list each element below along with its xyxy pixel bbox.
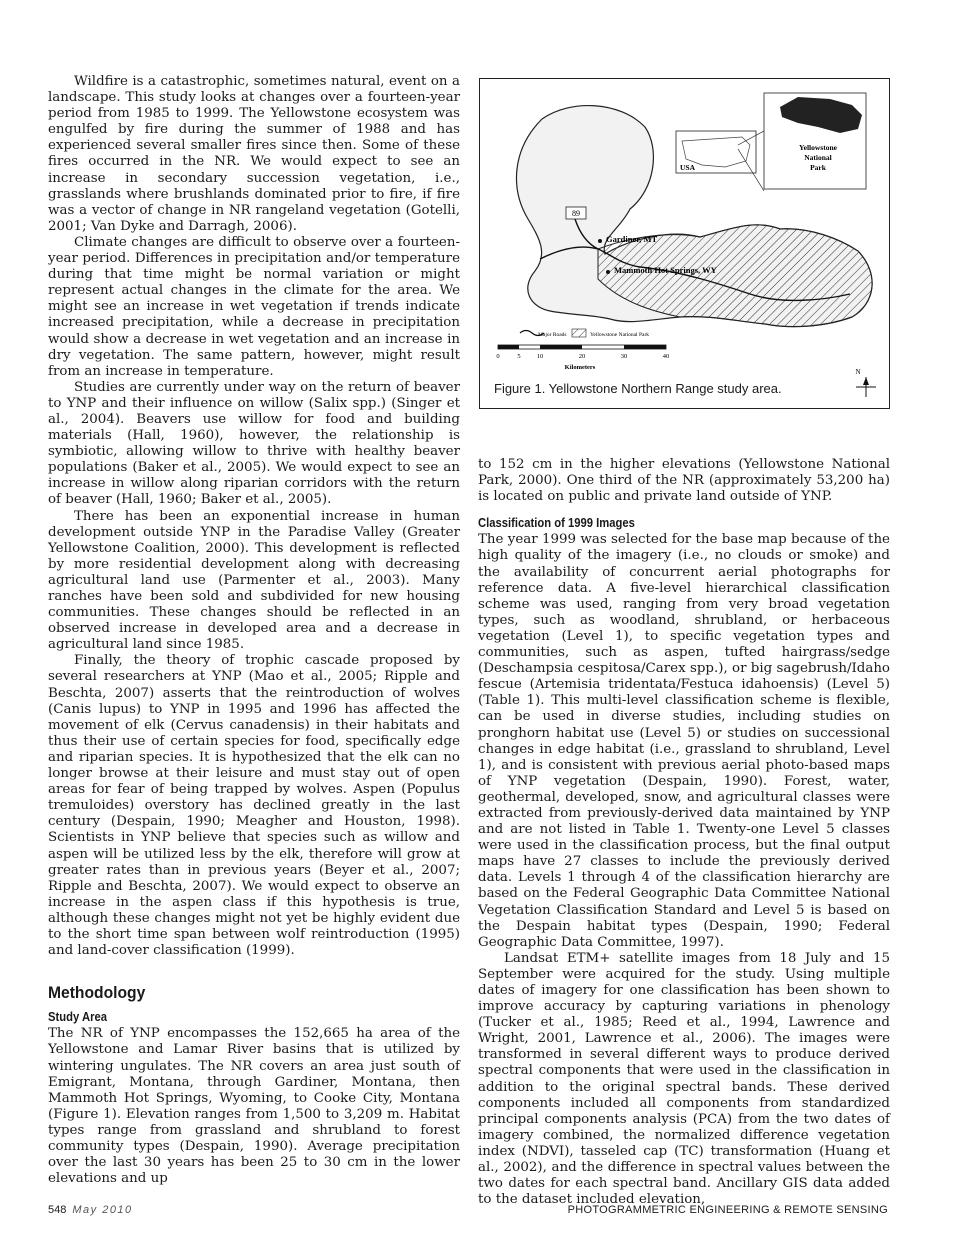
highway-89-label: 89 xyxy=(572,209,580,218)
figure-caption: Figure 1. Yellowstone Northern Range study area. xyxy=(494,381,782,396)
scale-tick-5: 5 xyxy=(517,353,521,360)
study-area-paragraph: The NR of YNP encompasses the 152,665 ha area of the Yellowstone and Lamar River basins that is utilized by wintering ungulates. The NR covers an area just south of Emigrant, Montana, through Gardiner, Montana, then Mammoth Hot Springs, Wyoming, to Cooke City, Montana (Figure 1). Elevation ranges from 1,500 to 3,209 m. Habitat types range from grassland and shrubland to forest community types (Despain, 1990). Average precipitation over the last 30 years has been 25 to 30 cm in the lower elevations and up xyxy=(48,1026,460,1187)
issue-date: May 2010 xyxy=(72,1204,133,1216)
study-area-heading: Study Area xyxy=(48,1010,107,1025)
classification-paragraph-2: Landsat ETM+ satellite images from 18 July and 15 September were acquired for the study. Using multiple dates of imagery for one classification has been shown to improve accuracy by capturing variations in phenology (Tucker et al., 1985; Reed et al., 1994, Lawrence and Wright, 2001, Lawrence et al., 2006). The images were transformed in several different ways to produce derived spectral components that were used in the classification in addition to the original spectral bands. These derived components included all components from standardized principal components analysis (PCA) from the two dates of imagery combined, the normalized difference vegetation index (NDVI), tasseled cap (TC) transformation (Huang et al., 2002), and the difference in spectral values between the two dates for each spectral band. Ancillary GIS data added to the dataset included elevation, xyxy=(478,950,890,1208)
left-column xyxy=(48,74,460,1187)
park-label-1: Yellowstone xyxy=(799,143,837,152)
scale-tick-10: 10 xyxy=(536,353,544,360)
scale-bar xyxy=(498,345,666,349)
legend-park-swatch xyxy=(572,329,586,337)
scale-tick-40: 40 xyxy=(662,353,670,360)
study-area-map xyxy=(480,79,889,408)
scale-tick-0: 0 xyxy=(496,353,500,360)
scale-tick-30: 30 xyxy=(620,353,628,360)
journal-name: PHOTOGRAMMETRIC ENGINEERING & REMOTE SENSING xyxy=(567,1204,888,1216)
usa-label: USA xyxy=(680,163,696,172)
figure-1 xyxy=(479,78,890,409)
intro-paragraph-5: Finally, the theory of trophic cascade proposed by several researchers at YNP (Mao et al., 2005; Ripple and Beschta, 2007) asserts that the reintroduction of wolves (Canis lupus) to YNP in 1995 and 1996 has affected the movement of elk (Cervus canadensis) in their habitats and thus their use of certain species for food, specifically edge and riparian species. It is hypothesized that the elk can no longer browse at their leisure and must stay out of open areas for fear of being trapped by wolves. Aspen (Populus tremuloides) overstory has declined greatly in the last century (Despain, 1990; Meagher and Houston, 1998). Scientists in YNP believe that species such as willow and aspen will be utilized less by the elk, therefore will grow at greater rates than in previous years (Beyer et al., 2007; Ripple and Beschta, 2007). We would expect to observe an increase in the aspen class if this hypothesis is true, although these changes might not yet be highly evident due to the short time span between wolf reintroduction (1995) and land-cover classification (1999). xyxy=(48,653,460,959)
intro-paragraph-3: Studies are currently under way on the return of beaver to YNP and their influence on willow (Salix spp.) (Singer et al., 2004). Beavers use willow for food and building materials (Hall, 1960), however, the relationship is symbiotic, allowing willow to thrive with healthy beaver populations (Baker et al., 2005). We would expect to see an increase in willow along riparian corridors with the return of beaver (Hall, 1960; Baker et al., 2005). xyxy=(48,379,460,508)
north-arrow xyxy=(856,377,876,397)
gardiner-label: Gardiner, MT xyxy=(606,234,658,244)
legend-park-label: Yellowstone National Park xyxy=(590,332,650,338)
north-label: N xyxy=(855,368,861,376)
classification-paragraph-1: The year 1999 was selected for the base map because of the high quality of the imagery (i.e., no clouds or smoke) and the availability of concurrent aerial photographs for reference data. A five-level hierarchical classification scheme was used, ranging from very broad vegetation types, such as woodland, shrubland, or herbaceous vegetation (Level 1), to specific vegetation types and communities, such as aspen, tufted hairgrass/sedge (Deschampsia cespitosa/Carex spp.), or big sagebrush/Idaho fescue (Artemisia tridentata/Festuca idahoensis) (Level 5) (Table 1). This multi-level classification scheme is flexible, can be used in diverse studies, including studies on pronghorn habitat use (Level 5) or studies on successional changes in edge habitat (i.e., grassland to shrubland, Level 1), and is consistent with previous aerial photo-based maps of YNP vegetation (Despain, 1990). Forest, water, geothermal, developed, snow, and agricultural classes were extracted from previously-derived data maintained by YNP and are not listed in Table 1. Twenty-one Level 5 classes were used in the classification process, but the final output maps have 27 classes to include the previously derived data. Levels 1 through 4 of the classification hierarchy are based on the Federal Geographic Data Committee National Vegetation Classification Standard and Level 5 is based on the Despain habitat types (Despain, 1990; Federal Geographic Data Committee, 1997). xyxy=(478,532,890,950)
scale-tick-20: 20 xyxy=(578,353,586,360)
scale-unit: Kilometers xyxy=(564,364,596,371)
page-number: 548 xyxy=(48,1204,67,1216)
mammoth-label: Mammoth Hot Springs, WY xyxy=(614,265,717,275)
intro-paragraph-2: Climate changes are difficult to observe over a fourteen-year period. Differences in precipitation and/or temperature during that time might be normal variation or might represent actual changes in the climate for the area. We might see an increase in wet vegetation if trends indicate increased precipitation, while a decrease in precipitation would show a decrease in wet vegetation and an increase in dry vegetation. The same pattern, however, might result from an increase in temperature. xyxy=(48,234,460,379)
park-label-2: National xyxy=(804,153,832,162)
page-footer-left xyxy=(48,1204,133,1216)
study-area-continued: to 152 cm in the higher elevations (Yellowstone National Park, 2000). One third of the NR (approximately 53,200 ha) is located on public and private land outside of YNP. xyxy=(478,457,890,505)
intro-paragraph-1: Wildfire is a catastrophic, sometimes natural, event on a landscape. This study looks at changes over a fourteen-year period from 1985 to 1999. The Yellowstone ecosystem was engulfed by fire during the summer of 1988 and has experienced several smaller fires since then. Some of these fires occurred in the NR. We would expect to see an increase in secondary succession vegetation, i.e., grasslands where brushlands dominated prior to fire, if fire was a vector of change in NR rangeland vegetation (Gotelli, 2001; Van Dyke and Darragh, 2006). xyxy=(48,74,460,234)
park-label-3: Park xyxy=(810,163,826,172)
methodology-heading: Methodology xyxy=(48,983,146,1003)
right-column xyxy=(478,457,890,1208)
intro-paragraph-4: There has been an exponential increase in human development outside YNP in the Paradise Valley (Greater Yellowstone Coalition, 2000). This development is reflected by more residential development along with decreasing agricultural land use (Parmenter et al., 2003). Many ranches have been sold and subdivided for new housing communities. These changes should be reflected in an observed increase in developed area and a decrease in agricultural land since 1985. xyxy=(48,508,460,653)
gardiner-marker xyxy=(598,239,602,243)
legend-roads-label: Major Roads xyxy=(538,332,567,338)
classification-heading: Classification of 1999 Images xyxy=(478,516,635,531)
mammoth-marker xyxy=(606,270,610,274)
